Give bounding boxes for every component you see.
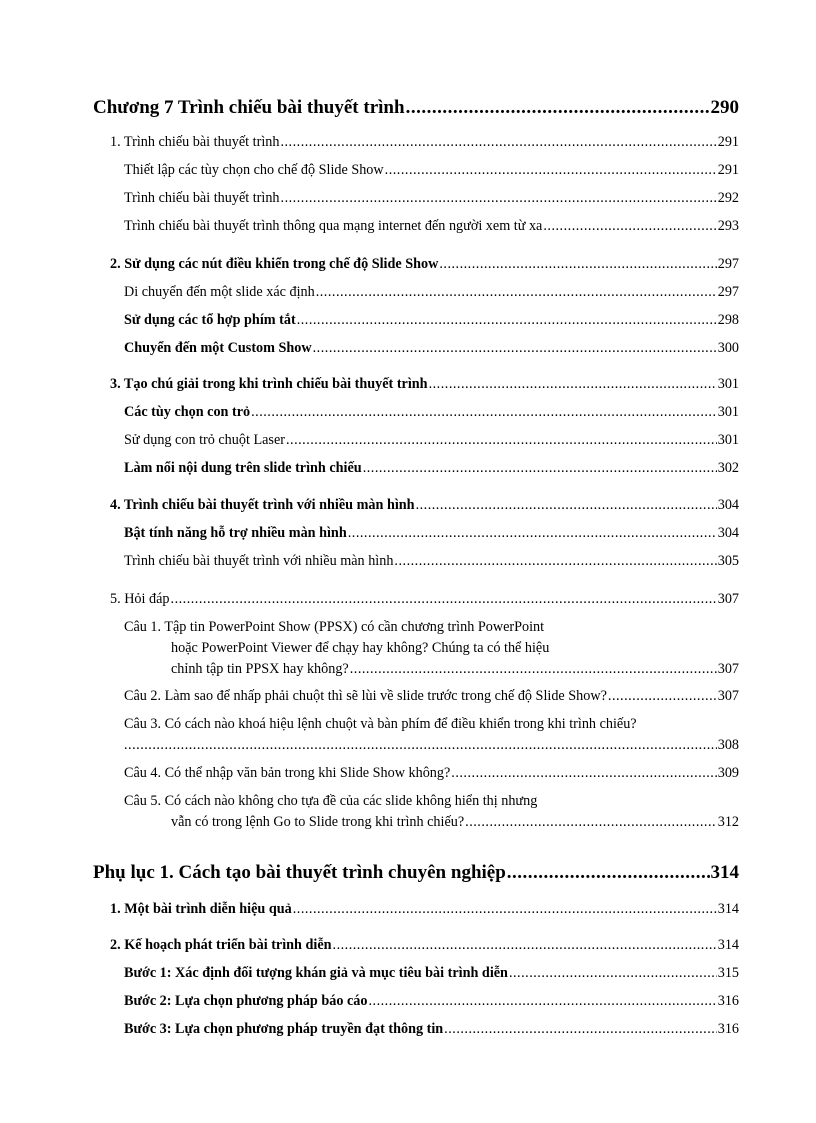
toc-entry-label: 1. Trình chiếu bài thuyết trình [110, 134, 280, 150]
toc-page-number: 307 [717, 661, 739, 677]
toc-leader-dots [171, 591, 717, 608]
toc-page-number: 314 [717, 901, 739, 917]
toc-entry-label: Câu 2. Làm sao để nhấp phải chuột thì sẽ lùi về slide trước trong chế độ Slide Show? [124, 688, 607, 704]
toc-entry-label: Các tùy chọn con trỏ [124, 404, 251, 420]
toc-entry-label: Trình chiếu bài thuyết trình với nhiều màn hình [124, 553, 394, 569]
toc-leader-dots [439, 256, 716, 273]
toc-entry-label: Bật tính năng hỗ trợ nhiều màn hình [124, 525, 347, 541]
toc-leader-dots [509, 965, 717, 982]
toc-entry-label: Bước 3: Lựa chọn phương pháp truyền đạt thông tin [124, 1021, 444, 1037]
toc-page-number: 304 [717, 497, 739, 513]
toc-entry-label: 3. Tạo chú giải trong khi trình chiếu bài thuyết trình [110, 376, 428, 392]
toc-question-3-line-1: Câu 3. Có cách nào khoá hiệu lệnh chuột và bàn phím để điều khiển trong khi trình chiếu? [124, 716, 637, 732]
toc-page-number: 301 [717, 432, 739, 448]
toc-leader-dots [313, 340, 717, 357]
toc-page-number: 316 [717, 1021, 739, 1037]
toc-leader-dots [385, 162, 717, 179]
toc-section-5[interactable] [110, 591, 739, 608]
toc-page-number: 297 [717, 256, 739, 272]
toc-entry-label: 4. Trình chiếu bài thuyết trình với nhiều màn hình [110, 497, 415, 513]
toc-page-number: 291 [717, 162, 739, 178]
toc-leader-dots [286, 432, 717, 449]
toc-subsection-2-3[interactable] [124, 340, 739, 357]
toc-entry-label: Di chuyển đến một slide xác định [124, 284, 315, 300]
toc-leader-dots [444, 1021, 717, 1038]
toc-page-number: 300 [717, 340, 739, 356]
toc-leader-dots [394, 553, 716, 570]
toc-leader-dots [416, 497, 717, 514]
toc-subsection-3-3[interactable] [124, 460, 739, 477]
toc-subsection-3-2[interactable] [124, 432, 739, 449]
toc-page-number: 307 [717, 688, 739, 704]
toc-entry-label: Phụ lục 1. Cách tạo bài thuyết trình chuyên nghiệp [93, 862, 506, 883]
toc-question-2[interactable] [124, 688, 739, 705]
toc-page-number: 291 [717, 134, 739, 150]
toc-page-number: 292 [717, 190, 739, 206]
toc-page-number: 309 [717, 765, 739, 781]
toc-leader-dots [333, 937, 717, 954]
toc-subsection-4-2[interactable] [124, 553, 739, 570]
toc-subsection-4-1[interactable] [124, 525, 739, 542]
toc-leader-dots [363, 460, 717, 477]
toc-subsection-1-3[interactable] [124, 218, 739, 235]
toc-leader-dots [297, 312, 717, 329]
toc-leader-dots [608, 688, 717, 705]
toc-page-number: 297 [717, 284, 739, 300]
toc-subsection-2-1[interactable] [124, 284, 739, 301]
toc-page-number: 307 [717, 591, 739, 607]
toc-page-number: 290 [710, 97, 739, 118]
toc-leader-dots [350, 661, 717, 678]
toc-page-number: 312 [717, 814, 739, 830]
toc-leader-dots [280, 134, 716, 151]
toc-page-number: 301 [717, 376, 739, 392]
toc-leader-dots [281, 190, 717, 207]
toc-entry-label: 2. Kế hoạch phát triển bài trình diễn [110, 937, 332, 953]
toc-entry-label: Bước 1: Xác định đối tượng khán giả và mục tiêu bài trình diễn [124, 965, 508, 981]
toc-leader-dots [124, 737, 717, 754]
toc-section-1[interactable] [110, 134, 739, 151]
toc-subsection-2-2[interactable] [124, 312, 739, 329]
toc-entry-label: vẫn có trong lệnh Go to Slide trong khi trình chiếu? [171, 814, 465, 830]
toc-chapter-7[interactable] [93, 97, 739, 119]
toc-question-5[interactable] [171, 814, 739, 831]
toc-leader-dots [293, 901, 717, 918]
toc-leader-dots [368, 993, 716, 1010]
toc-appendix-step-1[interactable] [124, 965, 739, 982]
toc-entry-label: Chương 7 Trình chiếu bài thuyết trình [93, 97, 405, 118]
toc-entry-label: 1. Một bài trình diễn hiệu quả [110, 901, 292, 917]
toc-entry-label: Chuyển đến một Custom Show [124, 340, 312, 356]
toc-entry-label: Bước 2: Lựa chọn phương pháp báo cáo [124, 993, 368, 1009]
toc-question-1-line-2: hoặc PowerPoint Viewer để chạy hay không? Chúng ta có thể hiệu [171, 640, 550, 656]
toc-appendix-1[interactable] [93, 862, 739, 884]
toc-entry-label: Sử dụng con trỏ chuột Laser [124, 432, 285, 448]
toc-page-number: 315 [717, 965, 739, 981]
toc-entry-label: Trình chiếu bài thuyết trình [124, 190, 280, 206]
toc-entry-label: Thiết lập các tùy chọn cho chế độ Slide Show [124, 162, 384, 178]
toc-leader-dots [465, 814, 717, 831]
toc-page-number: 293 [717, 218, 739, 234]
toc-leader-dots [251, 404, 717, 421]
toc-section-4[interactable] [110, 497, 739, 514]
toc-page-number: 305 [717, 553, 739, 569]
toc-page-number: 302 [717, 460, 739, 476]
toc-entry-label: Làm nổi nội dung trên slide trình chiếu [124, 460, 362, 476]
toc-page-number: 314 [710, 862, 739, 883]
toc-appendix-section-1[interactable] [110, 901, 739, 918]
toc-page-number: 308 [717, 737, 739, 753]
toc-question-3[interactable] [124, 737, 739, 754]
toc-leader-dots [406, 97, 710, 119]
toc-appendix-step-3[interactable] [124, 1021, 739, 1038]
toc-question-4[interactable] [124, 765, 739, 782]
toc-subsection-3-1[interactable] [124, 404, 739, 421]
toc-entry-label: 2. Sử dụng các nút điều khiển trong chế độ Slide Show [110, 256, 439, 272]
toc-question-5-line-1: Câu 5. Có cách nào không cho tựa đề của các slide không hiển thị nhưng [124, 793, 538, 809]
toc-subsection-1-1[interactable] [124, 162, 739, 179]
toc-page-number: 314 [717, 937, 739, 953]
toc-leader-dots [429, 376, 717, 393]
toc-entry-label: Trình chiếu bài thuyết trình thông qua mạng internet đến người xem từ xa [124, 218, 543, 234]
toc-appendix-section-2[interactable] [110, 937, 739, 954]
toc-entry-label: Câu 4. Có thể nhập văn bản trong khi Slide Show không? [124, 765, 451, 781]
toc-question-1-line-1: Câu 1. Tập tin PowerPoint Show (PPSX) có cần chương trình PowerPoint [124, 619, 545, 635]
toc-leader-dots [348, 525, 717, 542]
toc-page-number: 301 [717, 404, 739, 420]
toc-leader-dots [451, 765, 716, 782]
toc-page-number: 316 [717, 993, 739, 1009]
toc-appendix-step-2[interactable] [124, 993, 739, 1010]
toc-section-3[interactable] [110, 376, 739, 393]
toc-question-1[interactable] [171, 661, 739, 678]
toc-entry-label: Sử dụng các tổ hợp phím tắt [124, 312, 296, 328]
toc-page-number: 304 [717, 525, 739, 541]
toc-section-2[interactable] [110, 256, 739, 273]
toc-leader-dots [507, 862, 710, 884]
toc-subsection-1-2[interactable] [124, 190, 739, 207]
toc-entry-label: chỉnh tập tin PPSX hay không? [171, 661, 349, 677]
toc-entry-label: 5. Hỏi đáp [110, 591, 170, 607]
toc-leader-dots [316, 284, 717, 301]
toc-page-number: 298 [717, 312, 739, 328]
toc-leader-dots [543, 218, 716, 235]
